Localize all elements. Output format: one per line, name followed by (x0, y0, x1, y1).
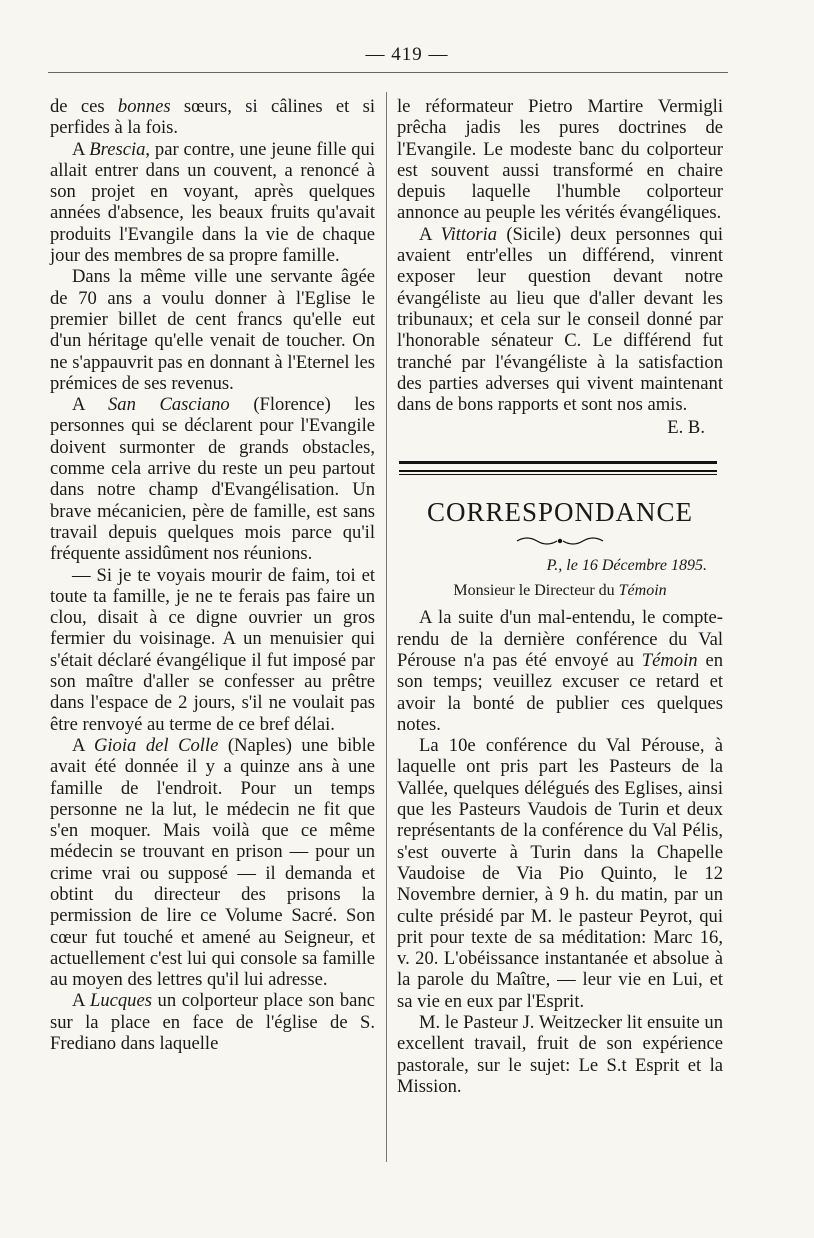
text-run: (Florence) les personnes qui se déclarent pour l'Evangile doivent surmonter de grands obstacles, comme cela arrive du reste un peu partout dans notre champ d'Evangélisation. Un brave mécanicien, père de famille, est sans travail depuis quelques mois parce qu'il fréquente assidûment nos réunions. (50, 394, 375, 565)
section-separator-thin (399, 474, 717, 475)
italic-text: Vittoria (440, 223, 498, 245)
paragraph (50, 139, 375, 267)
header-rule (48, 72, 728, 73)
section-separator (399, 461, 717, 472)
paragraph (397, 735, 723, 1012)
paragraph (397, 224, 723, 416)
paragraph (50, 266, 375, 394)
paragraph (50, 735, 375, 991)
text-run: A (72, 138, 90, 160)
italic-text: San Casciano (108, 394, 230, 416)
text-run: M. le Pasteur J. Weitzecker lit ensuite un excellent travail, fruit de son expérience pastorale, sur le sujet: Le S.t Esprit et la Mission. (397, 1011, 723, 1097)
paragraph (50, 96, 375, 139)
column-divider (386, 92, 387, 1162)
text-run: La 10e conférence du Val Pérouse, à laquelle ont pris part les Pasteurs de la Vallée, quelques délégués des Eglises, ainsi que les Pasteurs Vaudois de Turin et deux représentants de la conférence du Val Pélis, s'est ouverte à Turin dans la Chapelle Vaudoise de Via Pio Quinto, le 12 Novembre dernier, à 9 h. du matin, par un culte présidé par M. le pasteur Peyrot, qui prit pour texte de sa méditation: Marc 16, v. 20. L'obéissance instantanée et absolue à la parole du Maître, — leur vie en Lui, et sa vie en eux par l'Esprit. (397, 735, 723, 1012)
paragraph (50, 565, 375, 735)
text-run: A (72, 734, 94, 756)
text-run: A (72, 990, 90, 1012)
text-run: de ces (50, 96, 118, 117)
section-heading: CORRESPONDANCE (426, 496, 694, 527)
italic-text: Lucques (89, 990, 152, 1012)
paragraph (397, 607, 723, 735)
text-run: (Naples) une bible avait été donnée il y a quinze ans à une famille de l'endroit. Pour un temps personne ne la lut, le médecin ne fit que s'en moquer. Mais voilà que ce même médecin se trouvant en prison — pour un crime vrai ou supposé — il demanda et obtint du directeur des prisons la permission de lire ce Volume Sacré. Son cœur fut touché et amené au Seigneur, et actuellement c'est lui qui console sa famille au moyen des lettres qu'il lui adresse. (50, 734, 375, 991)
italic-text: Brescia (89, 138, 146, 160)
article-signature: E. B. (667, 417, 705, 439)
left-column (50, 96, 375, 1054)
paragraph (397, 1012, 723, 1097)
right-column-top-text (397, 96, 723, 415)
text-run: A (419, 223, 441, 245)
text-run: , par contre, une jeune fille qui allait entrer dans un couvent, a renoncé à son projet en voyant, après quelques années d'absence, les beaux fruits qu'avait produits l'Evangile dans la vie de chaque jour des membres de sa propre famille. (50, 138, 375, 267)
paragraph (50, 990, 375, 1054)
text-run: A la suite d'un mal-entendu, le compte-rendu de la dernière conférence du Val Pérouse n'a pas été envoyé au (397, 607, 723, 671)
text-run: A (72, 394, 108, 416)
text-run: le réformateur Pietro Martire Vermigli prêcha jadis les pures doctrines de l'Evangile. Le modeste banc du colporteur est souvent aussi transformé en chaire depuis laquelle l'humble colporteur annonce au peuple les vérités évangéliques. (397, 96, 723, 224)
text-run: (Sicile) deux personnes qui avaient entr'elles un différend, vinrent exposer leur question devant notre évangéliste au lieu que d'aller devant les tribunaux; et cela sur le conseil donné par l'honorable sénateur C. Le différend fut tranché par l'évangéliste à la satisfaction des parties adverses qui vivent maintenant dans de bons rapports et sont nos amis. (397, 223, 723, 416)
right-column-bottom-text (397, 607, 723, 1097)
letter-dateline: P., le 16 Décembre 1895. (546, 556, 707, 574)
ornament-divider (397, 531, 723, 545)
italic-text: Gioia del Colle (93, 734, 219, 756)
right-column (397, 96, 723, 1097)
italic-text: Témoin (641, 649, 698, 671)
text-run: sœurs, si câlines et si perfides à la fois. (50, 96, 375, 139)
text-run: en son temps; veuillez excuser ce retard et avoir la bonté de publier ces quelques notes. (397, 649, 723, 735)
text-run: un colporteur place son banc sur la place en face de l'église de S. Frediano dans laquelle (50, 990, 375, 1055)
page-number: — 419 — (365, 44, 449, 65)
text-run: — Si je te voyais mourir de faim, toi et toute ta famille, je ne te ferais pas faire un clou, disait à ce digne ouvrier un gros fermier du voisinage. A un menuisier qui s'était déclaré évangélique il fut imposé par son maître d'aller se confesser au prêtre dans l'espace de 2 jours, s'il ne voulait pas être renvoyé au terme de ce bref délai. (50, 564, 375, 735)
paragraph (50, 394, 375, 564)
paragraph (397, 96, 723, 224)
italic-text: bonnes (117, 96, 171, 117)
text-run: Dans la même ville une servante âgée de 70 ans a voulu donner à l'Eglise le premier billet de cent francs qu'elle eut d'un héritage qu'elle venait de toucher. On ne s'appauvrit pas en donnant à l'Eternel les prémices de ses revenus. (50, 266, 375, 394)
letter-salutation: Monsieur le Directeur du Témoin (453, 582, 667, 600)
